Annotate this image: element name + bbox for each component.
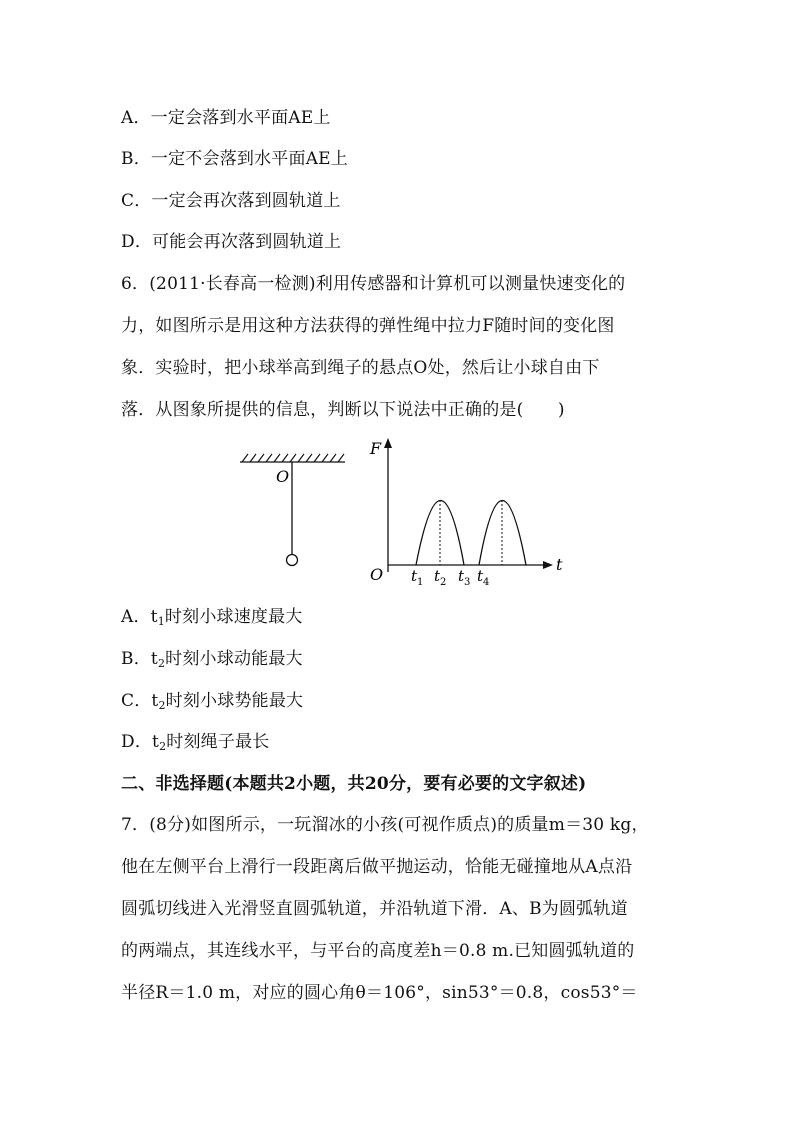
q6-stem-line-2: 力，如图所示是用这种方法获得的弹性绳中拉力F随时间的变化图	[121, 316, 615, 336]
q6-option-c: C．$t_2$时刻小球势能最大	[121, 691, 304, 712]
q6-stem-line-3: 象．实验时，把小球举高到绳子的悬点O处，然后让小球自由下	[121, 358, 600, 378]
x-axis-label: t	[556, 555, 563, 574]
q7-line-4: 的两端点，其连线水平，与平台的高度差h＝0.8 m.已知圆弧轨道的	[121, 941, 635, 961]
q6-option-a: A．$t_1$时刻小球速度最大	[121, 607, 303, 628]
tick-label-t3: $t_3$	[458, 567, 471, 588]
y-axis-arrow	[384, 438, 392, 448]
y-axis-label: F	[370, 439, 382, 458]
q6-stem-line-1: 6．(2011·长春高一检测)利用传感器和计算机可以测量快速变化的	[121, 274, 626, 294]
ceiling-hatch	[240, 454, 345, 462]
tick-label-t2: $t_2$	[434, 567, 447, 588]
q7-line-5: 半径R＝1.0 m，对应的圆心角θ＝106°，sin53°＝0.8，cos53°＝	[121, 983, 638, 1003]
tick-label-t4: $t_4$	[477, 567, 490, 588]
q6-option-d: D．$t_2$时刻绳子最长	[121, 732, 270, 753]
pivot-label: O	[276, 467, 290, 486]
q6-stem-line-4: 落．从图象所提供的信息，判断以下说法中正确的是( )	[121, 400, 565, 420]
q5-option-a: A．一定会落到水平面AE上	[121, 108, 331, 128]
ball	[287, 555, 298, 566]
q7-line-2: 他在左侧平台上滑行一段距离后做平抛运动，恰能无碰撞地从A点沿	[121, 857, 633, 877]
q7-line-1: 7．(8分)如图所示，一玩溜冰的小孩(可视作质点)的质量m＝30 kg，	[121, 815, 649, 835]
origin-label: O	[370, 565, 384, 584]
section-2-heading: 二、非选择题(本题共2小题，共20分，要有必要的文字叙述)	[121, 774, 587, 794]
q7-line-3: 圆弧切线进入光滑竖直圆弧轨道，并沿轨道下滑．A、B为圆弧轨道	[121, 899, 628, 919]
q5-option-d: D．可能会再次落到圆轨道上	[121, 232, 342, 252]
q6-option-b: B．$t_2$时刻小球动能最大	[121, 649, 303, 670]
tick-label-t1: $t_1$	[411, 567, 424, 588]
q5-option-b: B．一定不会落到水平面AE上	[121, 149, 348, 169]
x-axis-arrow	[543, 561, 553, 569]
q5-option-c: C．一定会再次落到圆轨道上	[121, 191, 341, 211]
q6-figure	[230, 430, 570, 590]
